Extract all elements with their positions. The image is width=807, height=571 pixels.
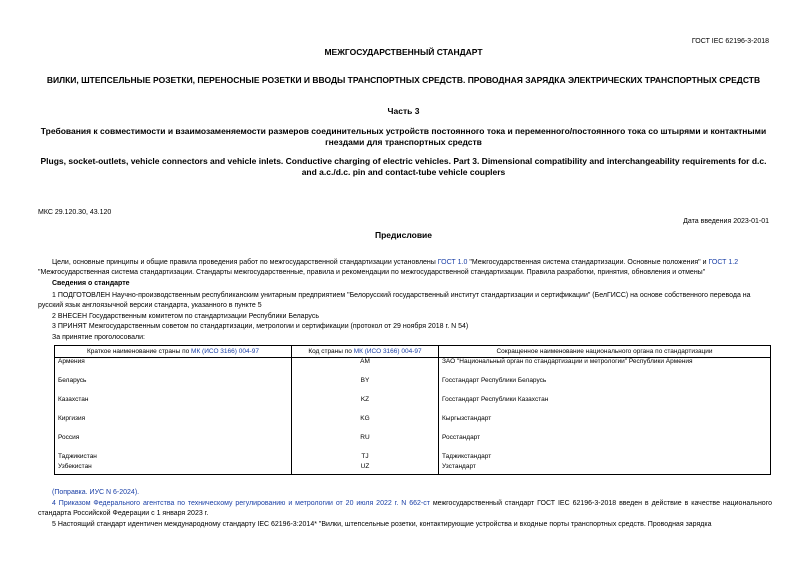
cell-country: Киргизия <box>55 415 292 434</box>
cell-body: Таджикстандарт <box>439 453 771 463</box>
countries-table <box>54 345 771 475</box>
table-row <box>55 396 771 415</box>
mks-code: МКС 29.120.30, 43.120 <box>38 209 112 216</box>
cell-body: Узстандарт <box>439 463 771 475</box>
order-662-link[interactable]: 4 Приказом Федерального агентства по техническому регулированию и метрологии от 20 июля 2022 г. N 662-ст <box>52 500 430 507</box>
cell-code: RU <box>292 434 439 453</box>
header-country-text: Краткое наименование страны по <box>87 348 192 355</box>
subtitle-ru: Требования к совместимости и взаимозаменяемости размеров соединительных устройств постоянного тока и переменного/постоянного тока со штырями и контактными гнездами для транспортных средств <box>40 126 767 147</box>
amendment-link[interactable]: (Поправка. ИУС N 6-2024). <box>52 489 140 496</box>
standard-type: МЕЖГОСУДАРСТВЕННЫЙ СТАНДАРТ <box>324 47 483 57</box>
table-row <box>55 434 771 453</box>
title-en: Plugs, socket-outlets, vehicle connectors and vehicle inlets. Conductive charging of electric vehicles. Part 3. Dimensional compatibility and interchangeability requirements for d.c. and a.c./d.c. pin and contact-tube vehicle couplers <box>40 156 767 177</box>
item-5: 5 Настоящий стандарт идентичен международному стандарту IEC 62196-3:2014* "Вилки, штепсельные розетки, контактирующие устройства и входные порты транспортных средств. Проводная зарядка <box>52 521 712 528</box>
cell-body: ЗАО "Национальный орган по стандартизации и метрологии" Республики Армения <box>439 358 771 377</box>
cell-code: KG <box>292 415 439 434</box>
cell-country: Таджикистан <box>55 453 292 463</box>
cell-country: Узбекистан <box>55 463 292 475</box>
foreword-heading: Предисловие <box>374 230 433 240</box>
cell-code: TJ <box>292 453 439 463</box>
mk-iso-link-1[interactable]: МК (ИСО 3166) 004-97 <box>191 348 259 355</box>
item-4 <box>38 499 772 519</box>
gost-code: ГОСТ IEC 62196-3-2018 <box>691 38 769 45</box>
header-country <box>55 346 292 358</box>
table-row <box>55 377 771 396</box>
table-row <box>55 358 771 377</box>
item-1: 1 ПОДГОТОВЛЕН Научно-производственным республиканским унитарным предприятием "Белорусский государственный институт стандартизации и сертификации" (БелГИСС) на основе собственного перевода на русский язык англоязычной версии стандарта, указанного в пункте 5 <box>38 292 751 309</box>
cell-country: Беларусь <box>55 377 292 396</box>
item-3: 3 ПРИНЯТ Межгосударственным советом по стандартизации, метрологии и сертификации (протокол от 29 ноября 2018 г. N 54) <box>52 323 469 330</box>
cell-code: BY <box>292 377 439 396</box>
header-code-text: Код страны по <box>308 348 354 355</box>
table-row <box>55 463 771 475</box>
cell-country: Армения <box>55 358 292 377</box>
table-row <box>55 415 771 434</box>
table-row <box>55 453 771 463</box>
item-4-text: межгосударственный стандарт ГОСТ IEC 62196-3-2018 введен в действие в качестве национального стандарта Российской Федерации с 1 января 2023 г. <box>38 500 772 517</box>
intro-date: Дата введения 2023-01-01 <box>683 218 769 225</box>
mk-iso-link-2[interactable]: МК (ИСО 3166) 004-97 <box>353 348 422 355</box>
cell-country: Россия <box>55 434 292 453</box>
cell-country: Казахстан <box>55 396 292 415</box>
cell-code: AM <box>292 358 439 377</box>
p1-text-c: "Межгосударственная система стандартизации. Стандарты межгосударственные, правила и рекомендации по межгосударственной стандартизации. Правила разработки, принятия, обновления и отмены" <box>38 269 706 276</box>
title-ru: ВИЛКИ, ШТЕПСЕЛЬНЫЕ РОЗЕТКИ, ПЕРЕНОСНЫЕ РОЗЕТКИ И ВВОДЫ ТРАНСПОРТНЫХ СРЕДСТВ. ПРОВОДНАЯ ЗАРЯДКА ЭЛЕКТРИЧЕСКИХ ТРАНСПОРТНЫХ СРЕДСТВ <box>46 75 761 85</box>
cell-body: Госстандарт Республики Казахстан <box>439 396 771 415</box>
table-header-row <box>55 346 771 358</box>
header-code <box>292 346 439 358</box>
part-label: Часть 3 <box>387 106 420 116</box>
item-2: 2 ВНЕСЕН Государственным комитетом по стандартизации Республики Беларусь <box>52 313 319 320</box>
info-heading: Сведения о стандарте <box>52 280 130 287</box>
cell-code: UZ <box>292 463 439 475</box>
gost-1-0-link[interactable]: ГОСТ 1.0 <box>437 259 468 266</box>
cell-body: Росстандарт <box>439 434 771 453</box>
voted-label: За принятие проголосовали: <box>52 334 145 341</box>
cell-body: Госстандарт Республики Беларусь <box>439 377 771 396</box>
p1-text-b: "Межгосударственная система стандартизации. Основные положения" и <box>467 259 709 266</box>
gost-1-2-link[interactable]: ГОСТ 1.2 <box>708 259 739 266</box>
cell-body: Кыргызстандарт <box>439 415 771 434</box>
p1-text-a: Цели, основные принципы и общие правила проведения работ по межгосударственной стандартизации установлены <box>52 259 438 266</box>
cell-code: KZ <box>292 396 439 415</box>
foreword-paragraph-1 <box>38 258 772 278</box>
header-body: Сокращенное наименование национального органа по стандартизации <box>439 346 771 358</box>
